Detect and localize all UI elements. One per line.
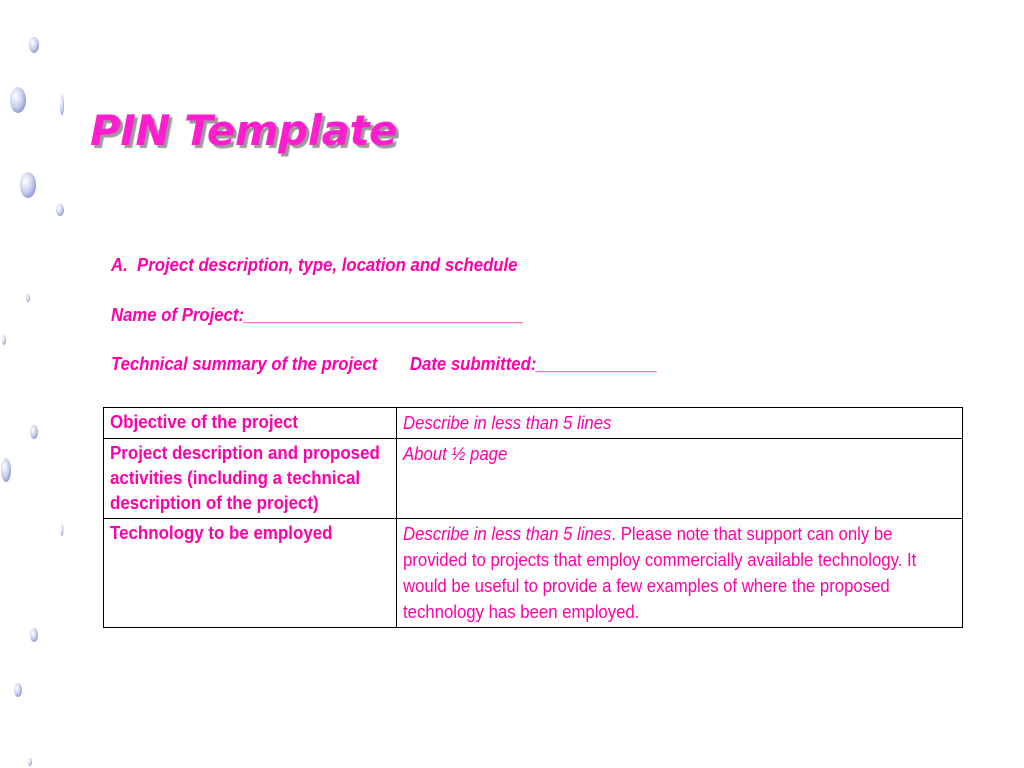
table-row-value: About ½ page [397,439,963,519]
water-drop-icon [60,95,64,115]
table-row-value: Describe in less than 5 lines. Please note that support can only be provided to projects that employ commercially available technology. It would be useful to provide a few examples of where the proposed technology has been employed. [397,519,963,628]
table-row-value: Describe in less than 5 lines [397,408,963,439]
water-drop-icon [14,683,22,697]
water-drop-icon [30,628,38,642]
water-drop-icon [26,294,30,302]
water-drop-icon [20,172,36,198]
technical-summary-line: Technical summary of the project Date submitted:_____________ [111,354,658,374]
water-drop-icon [28,758,32,766]
table-row [104,408,963,439]
table-row-label: Objective of the project [104,408,397,439]
table-row [104,519,963,628]
name-of-project-field: Name of Project:______________________________ [111,305,524,325]
water-drop-icon [56,204,64,216]
water-drop-icon [1,458,11,482]
table-row-label: Project description and proposed activities (including a technical description of the project) [104,439,397,519]
water-drop-icon [10,87,26,113]
water-drop-icon [30,425,38,439]
water-drop-icon [29,37,39,53]
page-title: PIN Template [90,106,398,155]
water-drop-icon [61,524,64,536]
table-row-label: Technology to be employed [104,519,397,628]
water-drop-icon [2,335,6,345]
table-row [104,439,963,519]
water-drops-decoration [0,0,80,768]
section-heading: A. Project description, type, location and schedule [111,255,518,275]
pin-table [103,407,963,628]
